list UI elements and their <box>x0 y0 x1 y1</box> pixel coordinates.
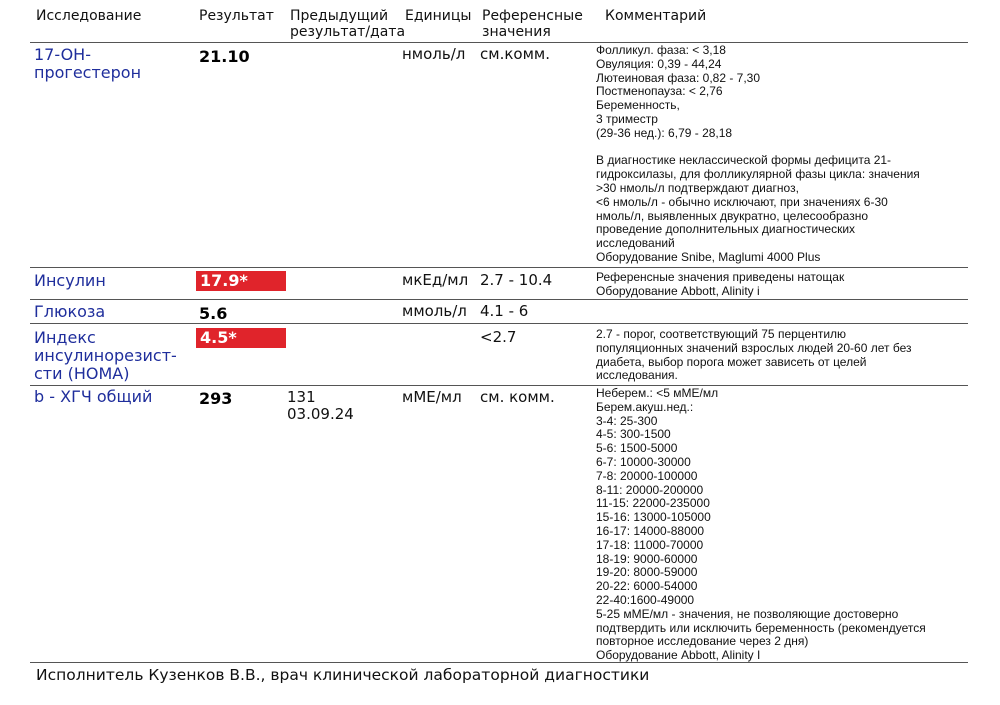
row-divider <box>30 323 968 324</box>
row-name-line1: 17-OH- <box>34 45 91 64</box>
row-name-line2: инсулинорезист- <box>34 346 177 365</box>
row-name-line2: прогестерон <box>34 63 142 82</box>
comment-line: 20-22: 6000-54000 <box>596 579 698 594</box>
comment-line: повторное исследование через 2 дня) <box>596 634 809 649</box>
comment-line: 18-19: 9000-60000 <box>596 551 698 566</box>
row-name: Инсулин <box>34 271 106 290</box>
row-name: b - ХГЧ общий <box>34 387 153 406</box>
row-units: нмоль/л <box>402 45 466 63</box>
row-units: ммоль/л <box>402 302 467 320</box>
comment-line: В диагностике неклассической формы дефицита 21- <box>596 153 892 168</box>
header-prev-line2: результат/дата <box>290 24 406 40</box>
comment-line: Референсные значения приведены натощак <box>596 270 845 284</box>
comment-line: 22-40:1600-49000 <box>596 592 695 607</box>
previous-result-date: 03.09.24 <box>287 405 354 423</box>
comment-line: (29-36 нед.): 6,79 - 28,18 <box>596 125 733 140</box>
comment-line: проведение дополнительных диагностических <box>596 222 856 237</box>
comment-line: 5-25 мМЕ/мл - значения, не позволяющие достоверно <box>596 606 899 621</box>
comment-line: нмоль/л, выявленных двукратно, целесообразно <box>596 208 869 223</box>
comment-line: исследований <box>596 236 675 251</box>
row-name: Глюкоза <box>34 302 106 321</box>
comment-line: Оборудование Abbott, Alinity i <box>596 283 760 298</box>
comment-line: 11-15: 22000-235000 <box>596 496 710 511</box>
comment-line: гидроксилазы, для фолликулярной фазы цикла: значения <box>596 167 920 182</box>
comment-line: 6-7: 10000-30000 <box>596 454 691 469</box>
comment-line: Оборудование Snibe, Maglumi 4000 Plus <box>596 249 821 264</box>
row-divider <box>30 299 968 300</box>
row-comment <box>596 44 968 265</box>
comment-line: 8-11: 20000-200000 <box>596 482 704 497</box>
comment-line: популяционных значений взрослых людей 20-60 лет без <box>596 340 912 355</box>
footer-divider <box>30 662 968 663</box>
comment-line: <6 нмоль/л - обычно исключают, при значениях 6-30 <box>596 194 888 209</box>
header-result: Результат <box>199 8 274 24</box>
header-ref-line1: Референсные <box>482 8 583 24</box>
header-divider <box>30 42 968 43</box>
row-divider <box>30 267 968 268</box>
flagged-value-badge: 4.5* <box>196 328 286 348</box>
comment-line: 3 триместр <box>596 111 658 126</box>
comment-line: 19-20: 8000-59000 <box>596 565 698 580</box>
comment-line: подтвердить или исключить беременность (рекомендуется <box>596 620 926 635</box>
header-study: Исследование <box>36 8 142 24</box>
comment-line: Неберем.: <5 мМЕ/мл <box>596 386 719 400</box>
performer-signature-line: Исполнитель Кузенков В.В., врач клинической лабораторной диагностики <box>36 666 650 684</box>
row-reference: 4.1 - 6 <box>480 302 529 320</box>
comment-line: диабета, выбор порога может зависеть от целей <box>596 354 867 369</box>
row-units: мМЕ/мл <box>402 388 462 406</box>
row-value: 5.6 <box>199 304 228 323</box>
comment-line <box>596 141 968 155</box>
comment-line: 2.7 - порог, соответствующий 75 перцентилю <box>596 327 847 341</box>
comment-line: >30 нмоль/л подтверждают диагноз, <box>596 180 799 195</box>
flagged-value-badge: 17.9* <box>196 271 286 291</box>
comment-line: исследования. <box>596 368 678 383</box>
comment-line: Берем.акуш.нед.: <box>596 399 694 414</box>
row-value: 293 <box>199 389 233 408</box>
comment-line: Постменопауза: < 2,76 <box>596 84 723 99</box>
header-comment: Комментарий <box>605 8 707 24</box>
comment-line: 4-5: 300-1500 <box>596 427 671 442</box>
comment-line: 3-4: 25-300 <box>596 413 658 428</box>
comment-line: Беременность, <box>596 98 680 113</box>
comment-line: 16-17: 14000-88000 <box>596 523 705 538</box>
row-comment <box>596 328 968 383</box>
row-reference: см.комм. <box>480 45 550 63</box>
row-value: 21.10 <box>199 47 250 66</box>
previous-result-value: 131 <box>287 388 316 406</box>
comment-line: Лютеиновая фаза: 0,82 - 7,30 <box>596 70 761 85</box>
header-ref-line2: значения <box>482 24 551 40</box>
row-units: мкЕд/мл <box>402 271 469 289</box>
row-reference: 2.7 - 10.4 <box>480 271 553 289</box>
header-prev-line1: Предыдущий <box>290 8 389 24</box>
header-units: Единицы <box>405 8 472 24</box>
row-reference: <2.7 <box>480 328 517 346</box>
comment-line: Оборудование Abbott, Alinity I <box>596 648 761 663</box>
row-comment <box>596 271 968 299</box>
comment-line: 5-6: 1500-5000 <box>596 441 678 456</box>
comment-line: 7-8: 20000-100000 <box>596 468 698 483</box>
row-comment <box>596 387 968 663</box>
comment-line: Фолликул. фаза: < 3,18 <box>596 43 726 57</box>
row-divider <box>30 385 968 386</box>
row-name-line3: сти (HOMA) <box>34 364 130 383</box>
comment-line: 17-18: 11000-70000 <box>596 537 704 552</box>
comment-line: 15-16: 13000-105000 <box>596 510 711 525</box>
row-name-line1: Индекс <box>34 328 96 347</box>
row-reference: см. комм. <box>480 388 555 406</box>
comment-line: Овуляция: 0,39 - 44,24 <box>596 56 722 71</box>
